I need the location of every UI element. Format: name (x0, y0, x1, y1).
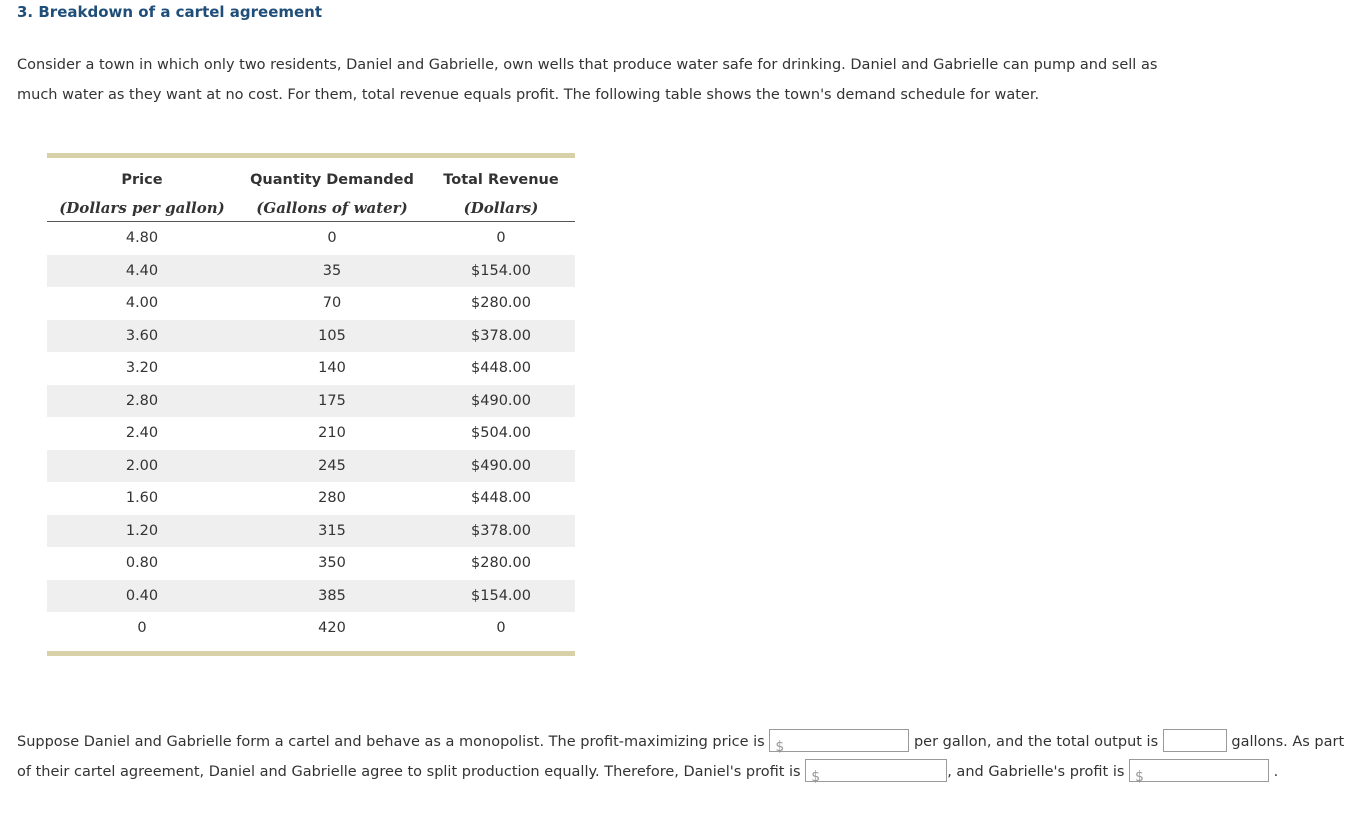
cell-revenue: $154.00 (427, 255, 575, 288)
table-bottom-rule (47, 651, 575, 656)
demand-schedule-table (47, 153, 575, 656)
output-input[interactable] (1163, 729, 1227, 752)
cell-quantity: 245 (237, 450, 427, 483)
table-row (47, 352, 575, 385)
cell-revenue: $280.00 (471, 555, 531, 572)
cell-price: 2.40 (125, 425, 159, 442)
cell-revenue: $504.00 (471, 425, 531, 442)
subheader-quantity-units: (Gallons of water) (237, 194, 427, 222)
question-text-2: per gallon, and the total output is (913, 734, 1159, 750)
cell-price: 1.60 (125, 490, 159, 507)
subheader-price-units: (Dollars per gallon) (47, 194, 237, 222)
table-row (47, 450, 575, 483)
cell-quantity: 0 (327, 230, 337, 247)
header-revenue: Total Revenue (443, 172, 559, 188)
cell-revenue: $490.00 (427, 450, 575, 483)
table-row (47, 515, 575, 548)
cell-price: 1.20 (47, 515, 237, 548)
cell-quantity: 175 (237, 385, 427, 418)
cell-revenue: $448.00 (471, 360, 531, 377)
currency-symbol: $ (1135, 769, 1144, 785)
question-text-3: gallons. As part of their cartel agreement, Daniel and Gabrielle agree to split production equally. Therefore, Daniel's profit is (17, 734, 1345, 780)
daniel-profit-input[interactable] (805, 759, 947, 785)
cell-revenue: $378.00 (427, 320, 575, 353)
cell-quantity: 420 (318, 620, 346, 637)
currency-symbol: $ (811, 769, 821, 785)
subheader-revenue-units: (Dollars) (427, 194, 575, 222)
table-row (47, 547, 575, 580)
table-row (47, 255, 575, 288)
cell-price: 0.80 (125, 555, 159, 572)
cell-revenue: 0 (496, 230, 506, 247)
table-row (47, 580, 575, 613)
cell-revenue: $280.00 (471, 295, 531, 312)
cell-quantity: 350 (318, 555, 346, 572)
cell-price: 4.40 (47, 255, 237, 288)
cell-price: 4.00 (125, 295, 159, 312)
cell-price: 3.60 (47, 320, 237, 353)
question-text-5: . (1273, 764, 1279, 780)
table-row (47, 417, 575, 450)
header-quantity: Quantity Demanded (250, 172, 414, 188)
price-input[interactable] (769, 729, 909, 755)
cell-quantity: 210 (318, 425, 346, 442)
cell-quantity: 105 (237, 320, 427, 353)
cell-quantity: 35 (237, 255, 427, 288)
cell-price: 3.20 (125, 360, 159, 377)
cell-revenue: $378.00 (427, 515, 575, 548)
cell-revenue: $490.00 (427, 385, 575, 418)
cell-price: 4.80 (125, 230, 159, 247)
question-title: 3. Breakdown of a cartel agreement (17, 3, 323, 21)
question-text-1: Suppose Daniel and Gabrielle form a cartel and behave as a monopolist. The profit-maximizing price is (17, 734, 765, 750)
gabrielle-profit-input[interactable] (1129, 759, 1269, 785)
cell-revenue: $154.00 (427, 580, 575, 613)
cell-price: 2.80 (47, 385, 237, 418)
cell-revenue: 0 (496, 620, 506, 637)
cell-quantity: 385 (237, 580, 427, 613)
header-price: Price (121, 172, 163, 188)
table-row (47, 612, 575, 645)
question-text-4: , and Gabrielle's profit is (947, 764, 1125, 780)
table-row (47, 385, 575, 418)
cell-quantity: 280 (318, 490, 346, 507)
table-row (47, 287, 575, 320)
currency-symbol: $ (775, 739, 785, 755)
cell-price: 0.40 (47, 580, 237, 613)
question-paragraph (17, 727, 1347, 787)
cell-price: 2.00 (47, 450, 237, 483)
table-row (47, 482, 575, 515)
cell-quantity: 140 (318, 360, 346, 377)
table-row (47, 222, 575, 255)
cell-price: 0 (137, 620, 147, 637)
cell-quantity: 315 (237, 515, 427, 548)
cell-quantity: 70 (322, 295, 342, 312)
cell-revenue: $448.00 (471, 490, 531, 507)
intro-paragraph: Consider a town in which only two residents, Daniel and Gabrielle, own wells that produce water safe for drinking. Daniel and Gabrielle can pump and sell as much water as they want at no cost. For them, total revenue equals profit. The following table shows the town's demand schedule for water. (17, 57, 1158, 103)
table-row (47, 320, 575, 353)
